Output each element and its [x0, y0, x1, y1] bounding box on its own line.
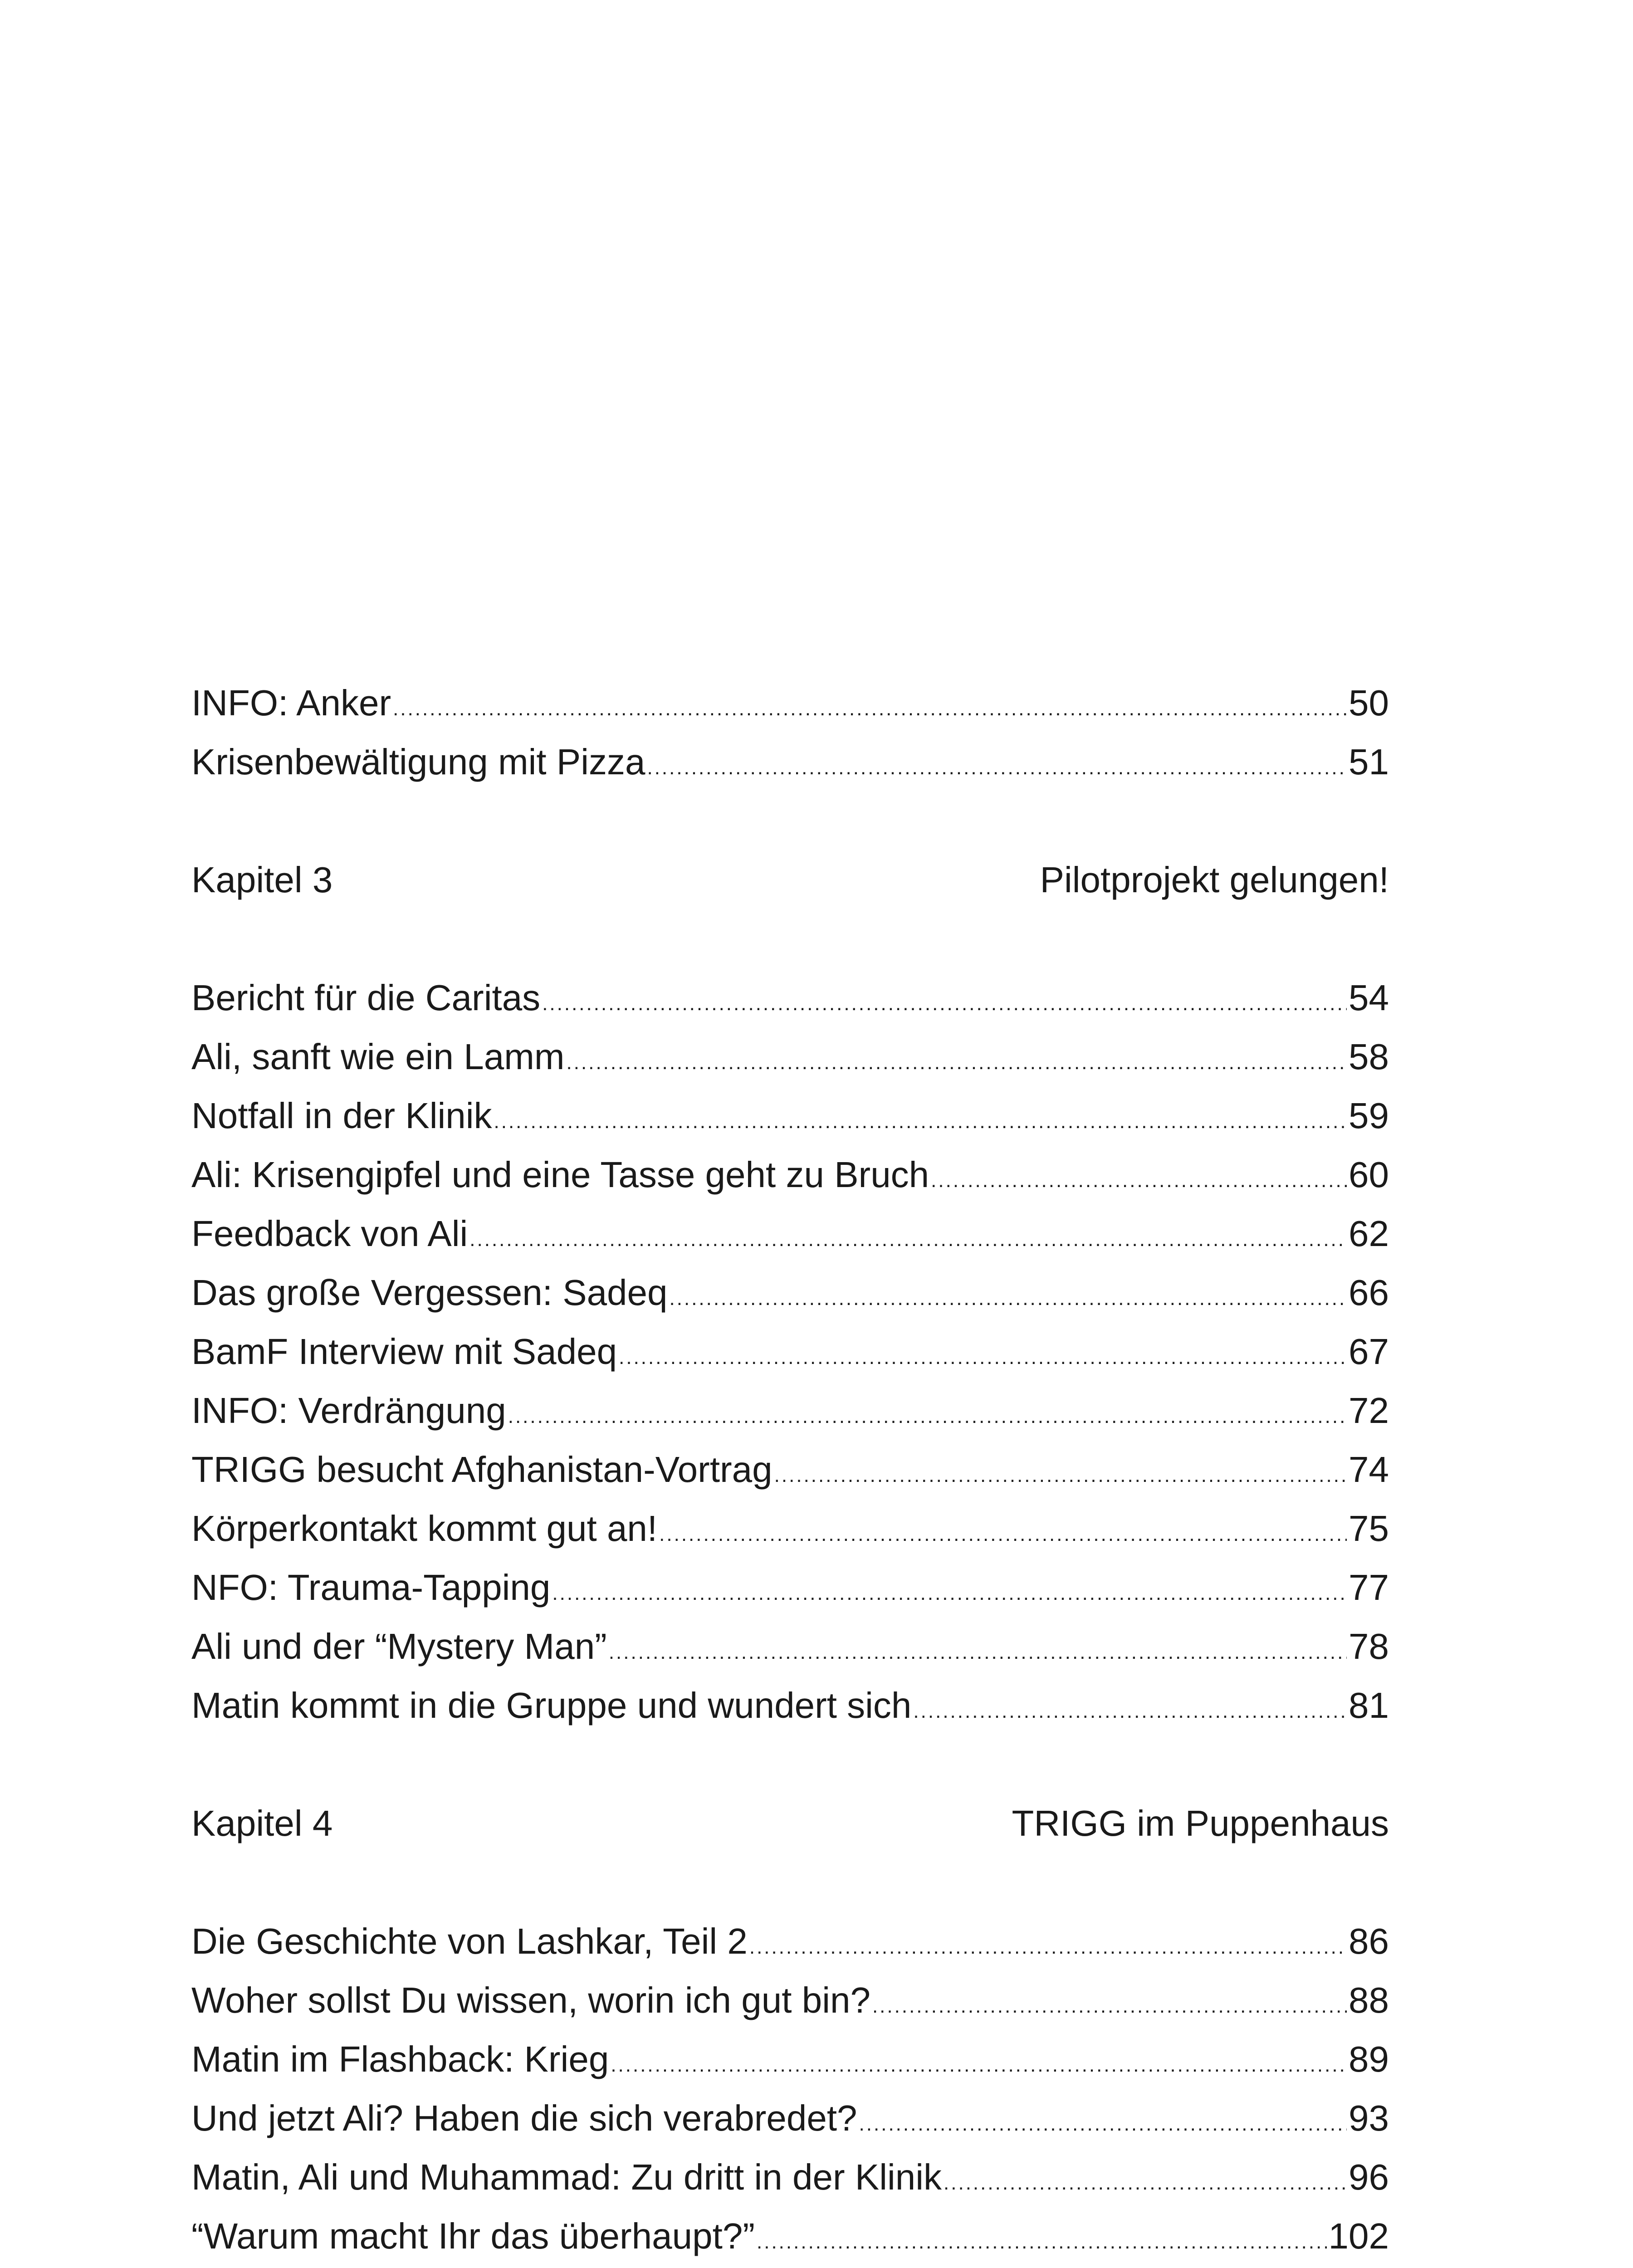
toc-entry	[191, 2152, 1389, 2202]
toc-entry	[191, 1563, 1389, 1613]
dot-leader	[749, 1922, 1347, 1972]
toc-entry-page: 58	[1349, 1036, 1389, 1077]
toc-entry-page: 93	[1349, 2098, 1389, 2138]
toc-entry-page: 75	[1349, 1508, 1389, 1549]
toc-entry-title: Und jetzt Ali? Haben die sich verabredet?	[191, 2098, 857, 2138]
dot-leader	[611, 2040, 1347, 2090]
toc-entry-title: Das große Vergessen: Sadeq	[191, 1272, 668, 1313]
toc-entry	[191, 1268, 1389, 1318]
dot-leader	[552, 1569, 1347, 1618]
toc-entry-page: 72	[1349, 1390, 1389, 1431]
toc-entry-title: TRIGG besucht Afghanistan-Vortrag	[191, 1449, 772, 1490]
dot-leader	[508, 1392, 1347, 1442]
chapter-heading	[191, 1799, 1389, 1848]
toc-entry	[191, 1975, 1389, 2025]
toc-entry-title: INFO: Verdrängung	[191, 1390, 506, 1431]
dot-leader	[469, 1215, 1347, 1265]
toc-entry-title: Feedback von Ali	[191, 1213, 468, 1254]
dot-leader	[567, 1038, 1347, 1088]
toc-entry-page: 89	[1349, 2039, 1389, 2079]
toc-entry-title: INFO: Anker	[191, 683, 391, 723]
toc-entry	[191, 2093, 1389, 2143]
toc-entry	[191, 2034, 1389, 2084]
toc-entry-title: Matin kommt in die Gruppe und wundert sich	[191, 1685, 912, 1725]
toc-entry-page: 54	[1349, 978, 1389, 1018]
dot-leader	[647, 743, 1347, 793]
toc-entry-page: 50	[1349, 683, 1389, 723]
dot-leader	[774, 1451, 1347, 1501]
toc-entry-title: Notfall in der Klinik	[191, 1095, 492, 1136]
toc-entry	[191, 1327, 1389, 1377]
toc-entry-title: Ali und der “Mystery Man”	[191, 1626, 607, 1667]
dot-leader	[931, 1156, 1347, 1206]
chapter-title: TRIGG im Puppenhaus	[1012, 1803, 1389, 1843]
toc-entry-page: 66	[1349, 1272, 1389, 1313]
toc-entry	[191, 1150, 1389, 1200]
toc-entry-page: 74	[1349, 1449, 1389, 1490]
toc-entry-title: Die Geschichte von Lashkar, Teil 2	[191, 1921, 748, 1961]
toc-entry-page: 77	[1349, 1567, 1389, 1608]
toc-entry-page: 102	[1328, 2216, 1389, 2256]
toc-entry	[191, 1504, 1389, 1554]
dot-leader	[944, 2158, 1347, 2208]
dot-leader	[393, 684, 1347, 734]
toc-entry-title: Krisenbewältigung mit Pizza	[191, 742, 645, 782]
toc-entry	[191, 737, 1389, 787]
toc-entry	[191, 973, 1389, 1023]
toc-entry-page: 51	[1349, 742, 1389, 782]
chapter-label: Kapitel 4	[191, 1803, 333, 1843]
dot-leader	[542, 979, 1347, 1029]
dot-leader	[913, 1686, 1347, 1736]
toc-entry-page: 67	[1349, 1331, 1389, 1372]
toc-entry-title: NFO: Trauma-Tapping	[191, 1567, 551, 1608]
toc-entry	[191, 1916, 1389, 1966]
toc-entry	[191, 1622, 1389, 1672]
toc-entry-title: BamF Interview mit Sadeq	[191, 1331, 617, 1372]
toc-entry-title: Matin im Flashback: Krieg	[191, 2039, 609, 2079]
toc-entry-title: Ali, sanft wie ein Lamm	[191, 1036, 565, 1077]
toc-entry-page: 81	[1349, 1685, 1389, 1725]
toc-entry	[191, 1032, 1389, 1082]
chapter-heading	[191, 855, 1389, 905]
dot-leader	[872, 1981, 1347, 2031]
toc-entry-title: Bericht für die Caritas	[191, 978, 541, 1018]
toc-entry-page: 60	[1349, 1154, 1389, 1195]
toc-entry-title: Woher sollst Du wissen, worin ich gut bin?	[191, 1980, 870, 2020]
toc-entry	[191, 2211, 1389, 2261]
chapter-label: Kapitel 3	[191, 860, 333, 900]
toc-entry-title: “Warum macht Ihr das überhaupt?”	[191, 2216, 755, 2256]
toc-entry-title: Körperkontakt kommt gut an!	[191, 1508, 658, 1549]
dot-leader	[757, 2217, 1327, 2267]
toc-entry	[191, 678, 1389, 728]
toc-entry-title: Ali: Krisengipfel und eine Tasse geht zu Bruch	[191, 1154, 929, 1195]
toc-entry-page: 96	[1349, 2157, 1389, 2197]
dot-leader	[609, 1628, 1347, 1677]
toc-entry	[191, 1091, 1389, 1141]
dot-leader	[670, 1274, 1347, 1324]
dot-leader	[494, 1097, 1347, 1147]
dot-leader	[859, 2099, 1347, 2149]
dot-leader	[659, 1510, 1347, 1559]
chapter-title: Pilotprojekt gelungen!	[1040, 860, 1389, 900]
toc-entry	[191, 1209, 1389, 1259]
dot-leader	[619, 1333, 1347, 1383]
toc-entry	[191, 1681, 1389, 1730]
toc-entry-page: 88	[1349, 1980, 1389, 2020]
toc-entry	[191, 1445, 1389, 1495]
toc-entry-page: 59	[1349, 1095, 1389, 1136]
toc-entry	[191, 1386, 1389, 1436]
toc-entry-page: 62	[1349, 1213, 1389, 1254]
toc-entry-page: 86	[1349, 1921, 1389, 1961]
toc-entry-title: Matin, Ali und Muhammad: Zu dritt in der Klinik	[191, 2157, 942, 2197]
toc-entry-page: 78	[1349, 1626, 1389, 1667]
